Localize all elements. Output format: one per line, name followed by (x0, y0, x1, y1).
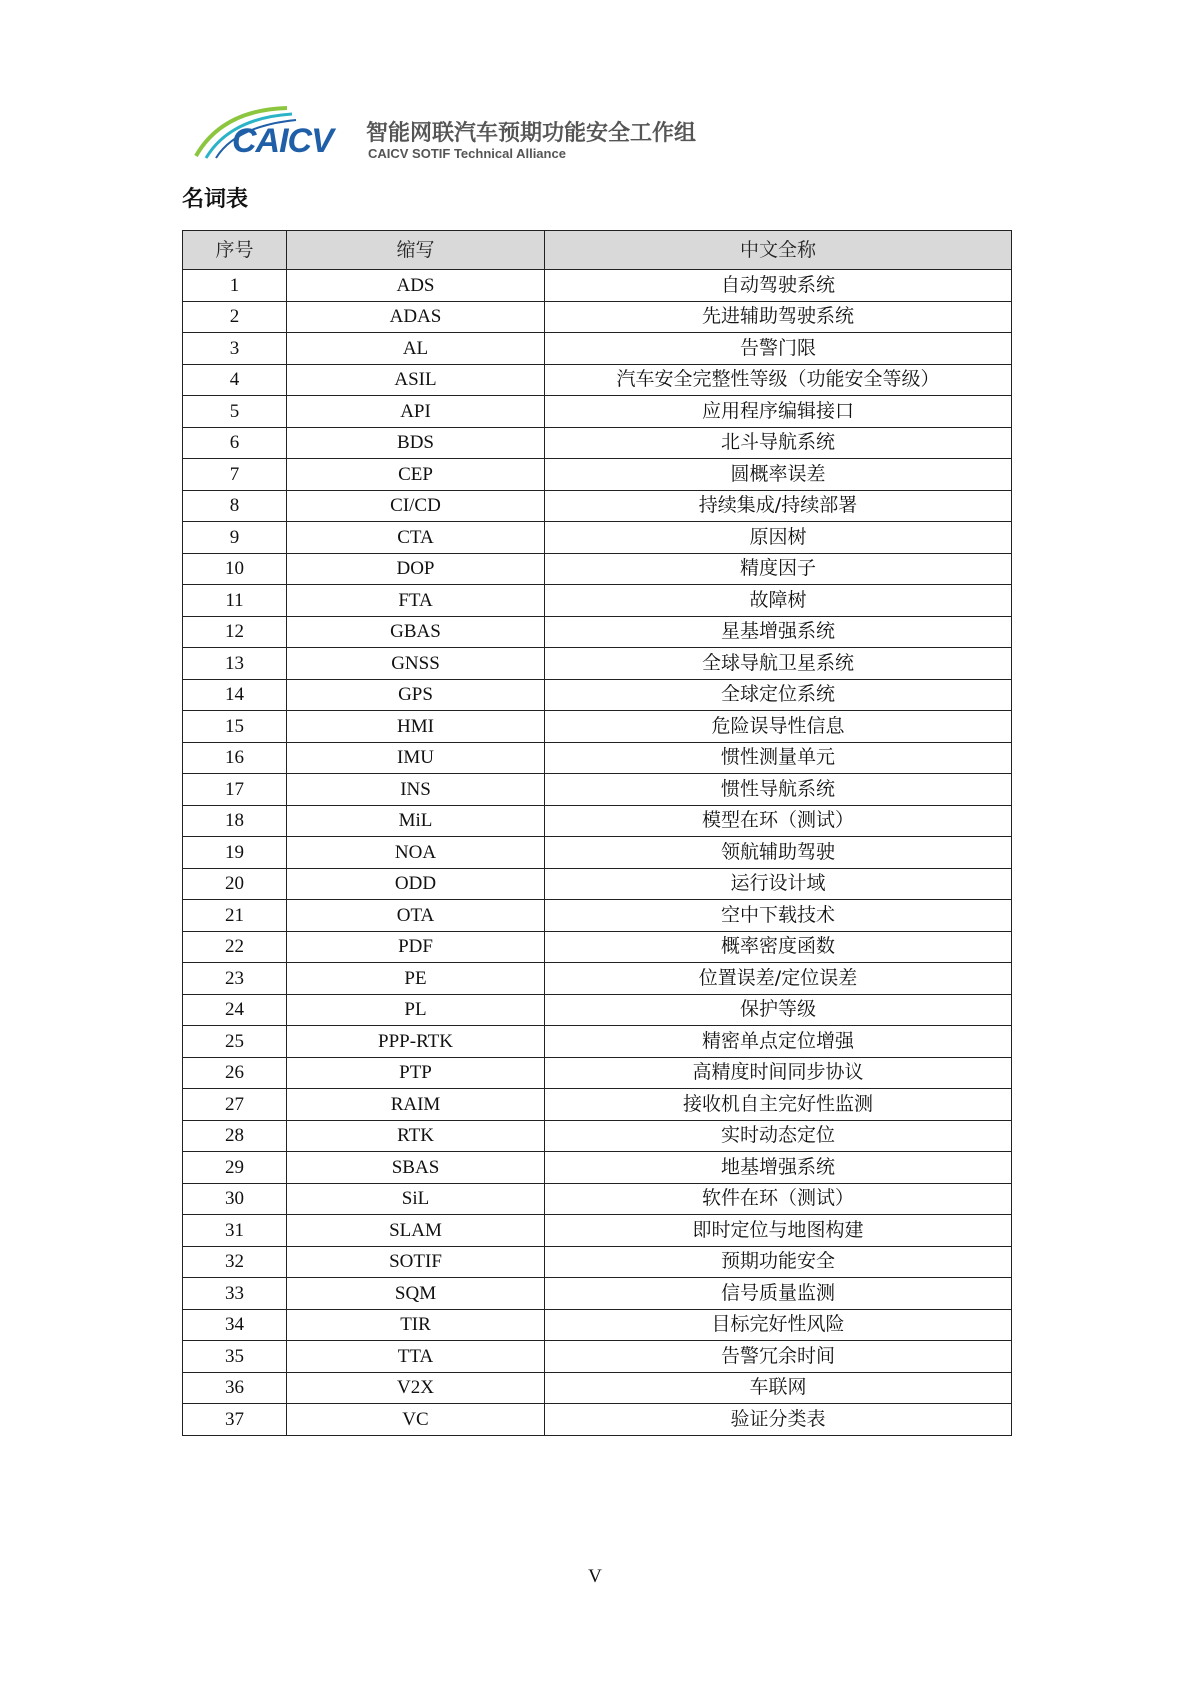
row-index: 29 (183, 1152, 287, 1184)
row-full-name: 应用程序编辑接口 (545, 396, 1012, 428)
row-full-name: 原因树 (545, 522, 1012, 554)
row-abbreviation: HMI (287, 711, 545, 743)
row-abbreviation: PE (287, 963, 545, 995)
row-full-name: 实时动态定位 (545, 1120, 1012, 1152)
row-abbreviation: PPP-RTK (287, 1026, 545, 1058)
table-row (183, 333, 1012, 365)
row-abbreviation: GBAS (287, 616, 545, 648)
row-full-name: 精度因子 (545, 553, 1012, 585)
row-abbreviation: SOTIF (287, 1246, 545, 1278)
table-row (183, 396, 1012, 428)
table-row (183, 711, 1012, 743)
row-full-name: 星基增强系统 (545, 616, 1012, 648)
row-abbreviation: BDS (287, 427, 545, 459)
row-abbreviation: PDF (287, 931, 545, 963)
page-number: V (588, 1566, 602, 1587)
table-row (183, 742, 1012, 774)
row-full-name: 软件在环（测试） (545, 1183, 1012, 1215)
table-row (183, 679, 1012, 711)
row-index: 1 (183, 270, 287, 302)
row-index: 36 (183, 1372, 287, 1404)
row-index: 34 (183, 1309, 287, 1341)
row-index: 13 (183, 648, 287, 680)
row-abbreviation: MiL (287, 805, 545, 837)
row-full-name: 概率密度函数 (545, 931, 1012, 963)
document-header (192, 104, 752, 164)
table-row (183, 301, 1012, 333)
row-full-name: 位置误差/定位误差 (545, 963, 1012, 995)
row-abbreviation: SiL (287, 1183, 545, 1215)
row-abbreviation: ASIL (287, 364, 545, 396)
table-row (183, 1152, 1012, 1184)
row-full-name: 地基增强系统 (545, 1152, 1012, 1184)
row-full-name: 信号质量监测 (545, 1278, 1012, 1310)
table-row (183, 1215, 1012, 1247)
row-abbreviation: SQM (287, 1278, 545, 1310)
row-full-name: 空中下载技术 (545, 900, 1012, 932)
row-index: 30 (183, 1183, 287, 1215)
table-row (183, 522, 1012, 554)
table-row (183, 1278, 1012, 1310)
row-index: 32 (183, 1246, 287, 1278)
table-row (183, 805, 1012, 837)
row-index: 14 (183, 679, 287, 711)
glossary-table (182, 230, 1012, 1436)
table-row (183, 427, 1012, 459)
row-abbreviation: IMU (287, 742, 545, 774)
row-index: 35 (183, 1341, 287, 1373)
row-full-name: 自动驾驶系统 (545, 270, 1012, 302)
org-name-cn: 智能网联汽车预期功能安全工作组 (366, 121, 697, 146)
row-full-name: 告警冗余时间 (545, 1341, 1012, 1373)
glossary-body (183, 270, 1012, 1436)
row-abbreviation: VC (287, 1404, 545, 1436)
row-index: 33 (183, 1278, 287, 1310)
row-index: 7 (183, 459, 287, 491)
row-index: 15 (183, 711, 287, 743)
row-index: 27 (183, 1089, 287, 1121)
row-abbreviation: ODD (287, 868, 545, 900)
row-index: 8 (183, 490, 287, 522)
row-index: 20 (183, 868, 287, 900)
table-row (183, 1372, 1012, 1404)
row-full-name: 即时定位与地图构建 (545, 1215, 1012, 1247)
row-abbreviation: CI/CD (287, 490, 545, 522)
row-index: 17 (183, 774, 287, 806)
table-row (183, 459, 1012, 491)
table-row (183, 1246, 1012, 1278)
table-row (183, 1057, 1012, 1089)
row-full-name: 运行设计域 (545, 868, 1012, 900)
table-row (183, 1309, 1012, 1341)
row-abbreviation: GPS (287, 679, 545, 711)
row-index: 21 (183, 900, 287, 932)
row-index: 10 (183, 553, 287, 585)
row-full-name: 惯性导航系统 (545, 774, 1012, 806)
header-abbreviation: 缩写 (287, 231, 545, 270)
row-index: 23 (183, 963, 287, 995)
row-abbreviation: CEP (287, 459, 545, 491)
row-abbreviation: DOP (287, 553, 545, 585)
table-row (183, 931, 1012, 963)
row-index: 25 (183, 1026, 287, 1058)
table-row (183, 963, 1012, 995)
row-abbreviation: SBAS (287, 1152, 545, 1184)
row-abbreviation: TTA (287, 1341, 545, 1373)
table-row (183, 1183, 1012, 1215)
row-index: 31 (183, 1215, 287, 1247)
row-full-name: 车联网 (545, 1372, 1012, 1404)
row-index: 19 (183, 837, 287, 869)
row-full-name: 模型在环（测试） (545, 805, 1012, 837)
row-abbreviation: CTA (287, 522, 545, 554)
table-row (183, 270, 1012, 302)
row-full-name: 惯性测量单元 (545, 742, 1012, 774)
row-index: 5 (183, 396, 287, 428)
row-index: 6 (183, 427, 287, 459)
org-name-en: CAICV SOTIF Technical Alliance (368, 146, 566, 161)
row-index: 4 (183, 364, 287, 396)
table-row (183, 837, 1012, 869)
row-index: 37 (183, 1404, 287, 1436)
table-row (183, 553, 1012, 585)
row-full-name: 目标完好性风险 (545, 1309, 1012, 1341)
logo-text: CAICV (232, 122, 333, 160)
row-index: 24 (183, 994, 287, 1026)
row-index: 2 (183, 301, 287, 333)
row-abbreviation: V2X (287, 1372, 545, 1404)
row-full-name: 持续集成/持续部署 (545, 490, 1012, 522)
header-index: 序号 (183, 231, 287, 270)
row-full-name: 先进辅助驾驶系统 (545, 301, 1012, 333)
row-index: 18 (183, 805, 287, 837)
table-row (183, 1120, 1012, 1152)
row-abbreviation: INS (287, 774, 545, 806)
row-full-name: 告警门限 (545, 333, 1012, 365)
row-full-name: 领航辅助驾驶 (545, 837, 1012, 869)
row-index: 11 (183, 585, 287, 617)
header-full-name: 中文全称 (545, 231, 1012, 270)
row-abbreviation: TIR (287, 1309, 545, 1341)
row-index: 16 (183, 742, 287, 774)
page-title: 名词表 (182, 187, 249, 212)
table-row (183, 616, 1012, 648)
row-full-name: 全球导航卫星系统 (545, 648, 1012, 680)
row-full-name: 验证分类表 (545, 1404, 1012, 1436)
table-row (183, 1089, 1012, 1121)
row-abbreviation: SLAM (287, 1215, 545, 1247)
row-index: 28 (183, 1120, 287, 1152)
row-abbreviation: ADAS (287, 301, 545, 333)
row-abbreviation: NOA (287, 837, 545, 869)
row-full-name: 危险误导性信息 (545, 711, 1012, 743)
table-row (183, 774, 1012, 806)
table-header-row (183, 231, 1012, 270)
row-index: 22 (183, 931, 287, 963)
row-index: 12 (183, 616, 287, 648)
row-index: 9 (183, 522, 287, 554)
caicv-logo (192, 106, 358, 162)
row-full-name: 高精度时间同步协议 (545, 1057, 1012, 1089)
row-full-name: 故障树 (545, 585, 1012, 617)
row-full-name: 北斗导航系统 (545, 427, 1012, 459)
table-row (183, 868, 1012, 900)
row-abbreviation: ADS (287, 270, 545, 302)
row-abbreviation: API (287, 396, 545, 428)
table-row (183, 1026, 1012, 1058)
row-index: 3 (183, 333, 287, 365)
row-abbreviation: OTA (287, 900, 545, 932)
row-full-name: 保护等级 (545, 994, 1012, 1026)
table-row (183, 364, 1012, 396)
row-full-name: 精密单点定位增强 (545, 1026, 1012, 1058)
row-full-name: 汽车安全完整性等级（功能安全等级） (545, 364, 1012, 396)
table-row (183, 490, 1012, 522)
table-row (183, 1341, 1012, 1373)
row-abbreviation: PL (287, 994, 545, 1026)
table-row (183, 1404, 1012, 1436)
row-full-name: 接收机自主完好性监测 (545, 1089, 1012, 1121)
row-abbreviation: RTK (287, 1120, 545, 1152)
table-row (183, 585, 1012, 617)
row-abbreviation: RAIM (287, 1089, 545, 1121)
row-full-name: 预期功能安全 (545, 1246, 1012, 1278)
row-abbreviation: PTP (287, 1057, 545, 1089)
row-index: 26 (183, 1057, 287, 1089)
row-abbreviation: AL (287, 333, 545, 365)
table-row (183, 994, 1012, 1026)
row-abbreviation: GNSS (287, 648, 545, 680)
table-row (183, 900, 1012, 932)
table-row (183, 648, 1012, 680)
row-full-name: 圆概率误差 (545, 459, 1012, 491)
row-full-name: 全球定位系统 (545, 679, 1012, 711)
row-abbreviation: FTA (287, 585, 545, 617)
